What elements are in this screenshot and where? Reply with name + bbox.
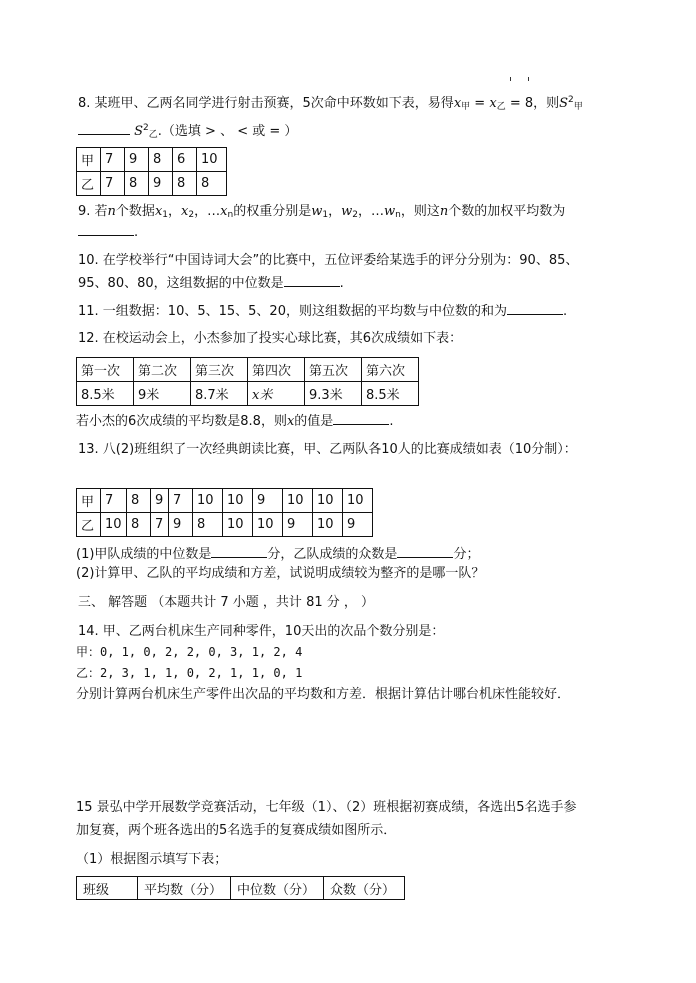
answer-blank[interactable] (397, 544, 453, 558)
question-13-part2: (2)计算甲、乙队的平均成绩和方差，试说明成绩较为整齐的是哪一队？ (76, 566, 485, 581)
question-15-line3: （1）根据图示填写下表； (76, 852, 228, 867)
answer-blank[interactable] (333, 411, 389, 425)
question-9-text: 9. 若n个数据$x_1$，$x_2$，$\dots x_n$的权重分别是$w_1$，$w_2$，$\dots w_n$，则这n个数的加权平均数为 (78, 204, 566, 220)
question-8-text: 8. 某班甲、乙两名同学进行射击预赛，5次命中环数如下表，易得$x_甲 = x_乙 = 8$，则$S^2_甲$ (78, 95, 583, 112)
answer-blank[interactable] (211, 544, 267, 558)
question-13-text: 13. 八(2)班组织了一次经典朗读比赛，甲、乙两队各10人的比赛成绩如表（10分制）： (78, 442, 577, 457)
section-3-title: 三、 解答题 （本题共计 7 小题 ，共计 81 分 ， ） (78, 595, 375, 610)
q15-fill-table (76, 876, 405, 900)
question-14-yi-data: 乙：2, 3, 1, 1, 0, 2, 1, 1, 0, 1 (76, 666, 303, 680)
question-15-line2: 加复赛，两个班各选出的5名选手的复赛成绩如图所示． (76, 823, 397, 838)
stray-mark (510, 77, 511, 81)
question-14-jia-data: 甲：0, 1, 0, 2, 2, 0, 3, 1, 2, 4 (76, 645, 303, 659)
answer-blank[interactable] (78, 222, 134, 236)
question-9-line2: . (78, 222, 138, 242)
question-11-text: 11. 一组数据：10、5、15、5、20，则这组数据的平均数与中位数的和为 . (78, 301, 567, 321)
stray-mark (528, 77, 529, 81)
table-row: 乙 7 8 9 8 8 (77, 172, 227, 196)
answer-blank[interactable] (507, 301, 563, 315)
table-row: 第一次 第二次 第三次 第四次 第五次 第六次 (77, 358, 419, 382)
question-14-line1: 14. 甲、乙两台机床生产同种零件，10天出的次品个数分别是： (78, 624, 445, 639)
question-12-after: 若小杰的6次成绩的平均数是8.8，则x的值是 . (76, 411, 393, 431)
question-14-line4: 分别计算两台机床生产零件出次品的平均数和方差．根据计算估计哪台机床性能较好． (76, 687, 571, 702)
table-row: 班级 平均数（分） 中位数（分） 众数（分） (77, 877, 405, 900)
q13-score-table (76, 488, 373, 537)
table-row: 8.5米 9米 8.7米 x米 9.3米 8.5米 (77, 382, 419, 406)
answer-blank[interactable] (284, 273, 340, 287)
question-10-line2: 95、80、80，这组数据的中位数是 . (78, 273, 344, 293)
answer-blank[interactable] (78, 121, 130, 135)
table-row: 乙 10 8 7 9 8 10 10 9 10 9 (77, 513, 373, 537)
table-row: 甲 7 9 8 6 10 (77, 148, 227, 172)
question-8-line2: $S^2_乙$.（选填 > 、 < 或 = ） (78, 119, 297, 144)
table-row: 甲 7 8 9 7 10 10 9 10 10 10 (77, 489, 373, 513)
question-15-line1: 15 景弘中学开展数学竞赛活动，七年级（1）、（2）班根据初赛成绩，各选出5名选手参 (76, 800, 577, 815)
q8-score-table (76, 147, 227, 196)
question-13-part1: (1)甲队成绩的中位数是 分，乙队成绩的众数是 分； (76, 544, 479, 564)
question-10-line1: 10. 在学校举行“中国诗词大会”的比赛中，五位评委给某选手的评分分别为：90、85、 (78, 253, 579, 268)
question-12-text: 12. 在校运动会上，小杰参加了投实心球比赛，其6次成绩如下表： (78, 331, 463, 346)
q12-results-table (76, 357, 419, 406)
